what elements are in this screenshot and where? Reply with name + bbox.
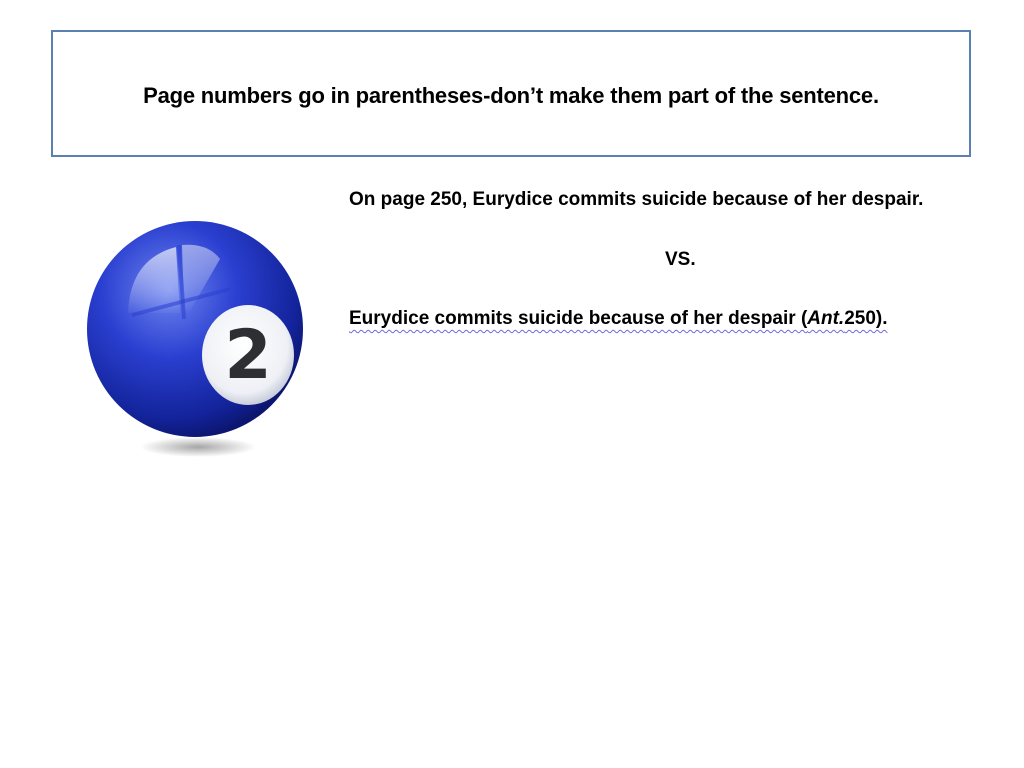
correct-example-text: Eurydice commits suicide because of her despair ( [349,308,808,329]
ball-number: 2 [224,316,272,395]
versus-label: VS. [665,249,696,270]
slide-title: Page numbers go in parentheses-don’t make them part of the sentence. [143,82,879,108]
work-abbreviation: Ant. [807,308,845,329]
citation-page: 250). [844,308,888,329]
billiard-ball-icon [80,215,310,465]
title-box [51,30,971,157]
incorrect-example: On page 250, Eurydice commits suicide because of her despair. [349,189,924,210]
correct-example [349,308,888,330]
